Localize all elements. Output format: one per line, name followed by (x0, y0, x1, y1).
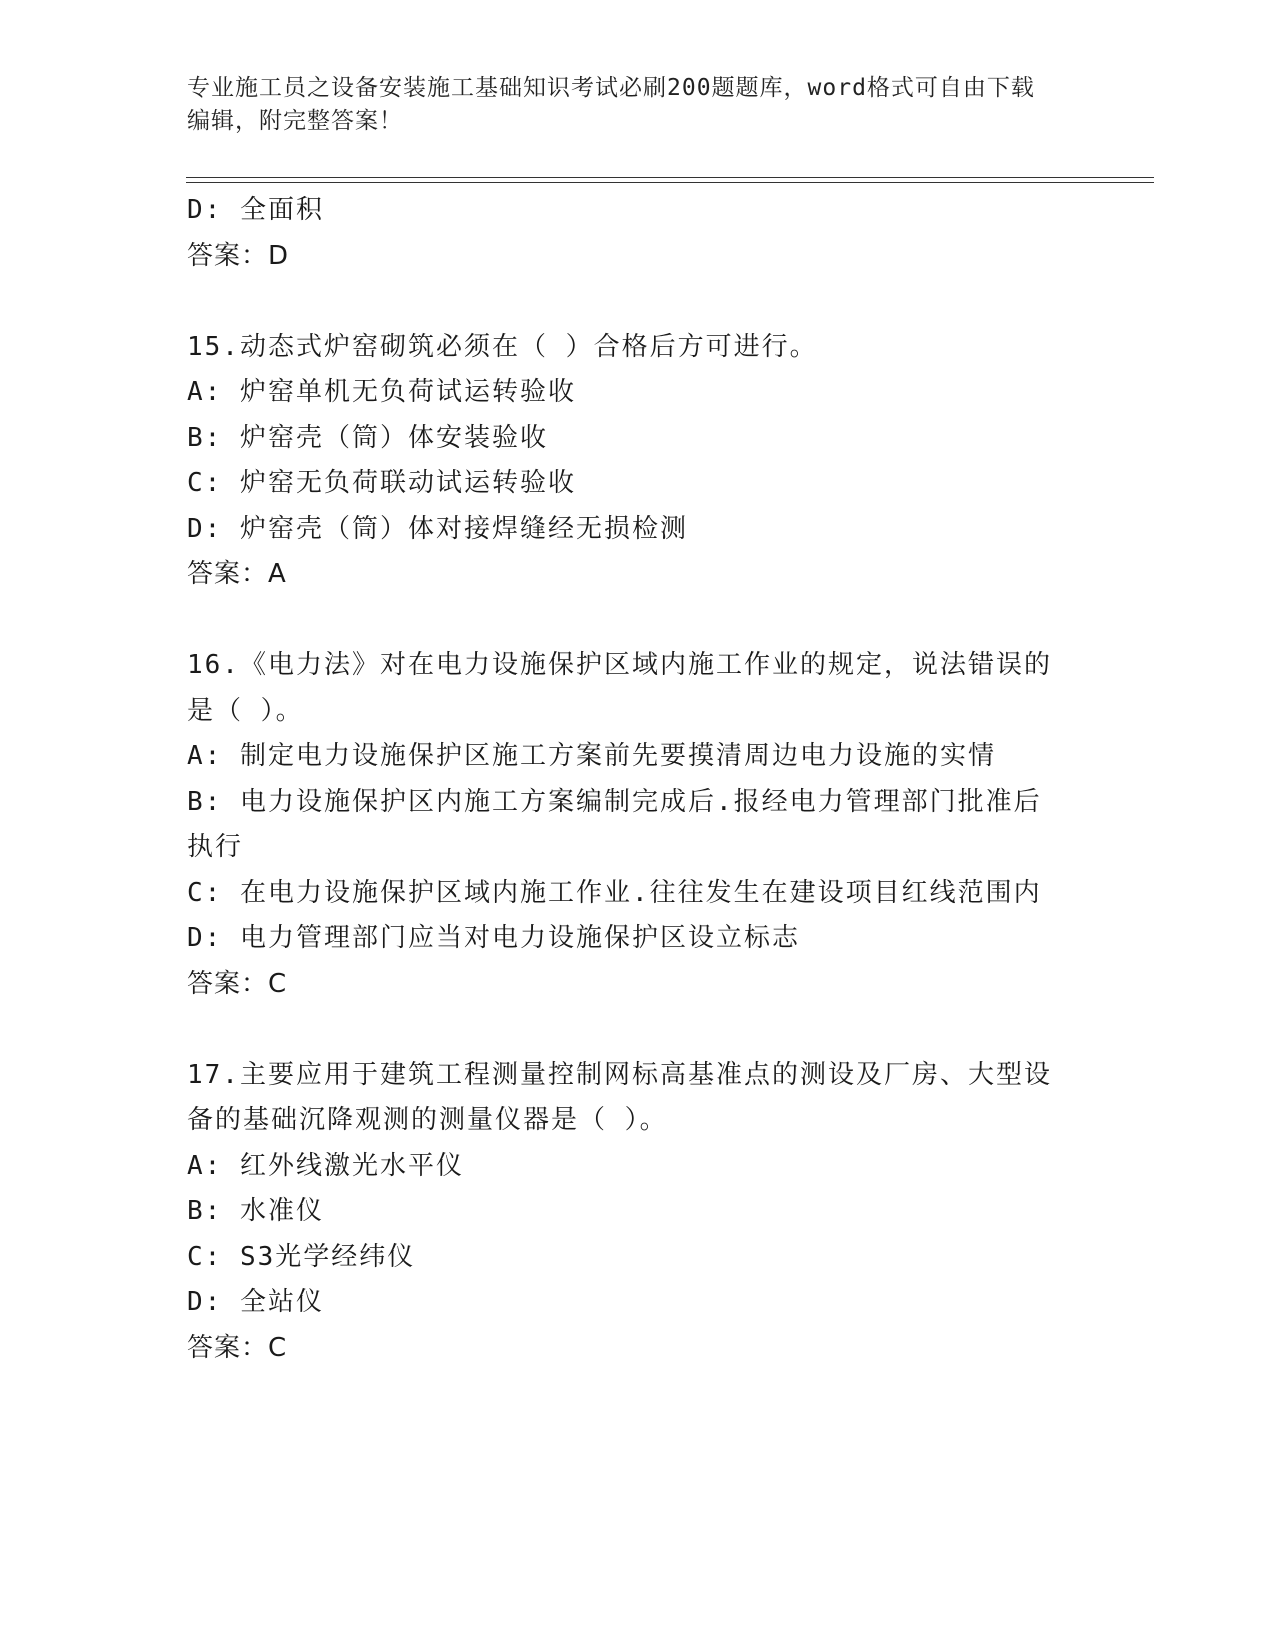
option-d: D: 全站仪 (187, 1287, 324, 1317)
header-line-1: 专业施工员之设备安装施工基础知识考试必刷200题题库，word格式可自由下载 (187, 75, 1035, 101)
option-a: A: 红外线激光水平仪 (187, 1150, 464, 1181)
option-a: A: 炉窑单机无负荷试运转验收 (187, 377, 576, 407)
option-d: D: 炉窑壳（筒）体对接焊缝经无损检测 (187, 513, 688, 544)
option-b: B: 水准仪 (187, 1196, 324, 1226)
question-stem-line-1: 17.主要应用于建筑工程测量控制网标高基准点的测设及厂房、大型设 (187, 1059, 1052, 1090)
question-stem-line-2: 备的基础沉降观测的测量仪器是（ ）。 (187, 1105, 668, 1135)
header-divider-top (186, 177, 1154, 178)
option-d: D: 电力管理部门应当对电力设施保护区设立标志 (187, 923, 800, 953)
spacer (187, 279, 1087, 325)
option-d: D: 全面积 (187, 195, 324, 225)
question-stem-line-1: 16.《电力法》对在电力设施保护区域内施工作业的规定，说法错误的 (187, 650, 1052, 680)
question-stem-line-2: 是（ ）。 (187, 695, 304, 726)
question-16 (187, 643, 1087, 1007)
spacer (187, 1007, 1087, 1053)
document-header (187, 72, 1087, 138)
option-b: B: 炉窑壳（筒）体安装验收 (187, 422, 548, 453)
question-14-tail (187, 188, 1087, 279)
document-body (187, 188, 1087, 1371)
answer: 答案：C (187, 968, 288, 999)
option-c: C: 炉窑无负荷联动试运转验收 (187, 468, 576, 498)
option-c: C: 在电力设施保护区域内施工作业.往往发生在建设项目红线范围内 (187, 877, 1042, 908)
answer: 答案：C (187, 1332, 288, 1363)
header-line-2: 编辑，附完整答案！ (187, 108, 403, 134)
header-divider-bottom (186, 182, 1154, 183)
question-17 (187, 1053, 1087, 1372)
option-b: B: 电力设施保护区内施工方案编制完成后.报经电力管理部门批准后 (187, 786, 1042, 817)
option-c: C: S3光学经纬仪 (187, 1241, 416, 1272)
question-15 (187, 325, 1087, 598)
option-a: A: 制定电力设施保护区施工方案前先要摸清周边电力设施的实情 (187, 741, 996, 771)
question-stem: 15.动态式炉窑砌筑必须在（ ）合格后方可进行。 (187, 331, 818, 362)
answer: 答案：D (187, 240, 290, 271)
spacer (187, 598, 1087, 644)
option-b-continuation: 执行 (187, 832, 244, 862)
answer: 答案：A (187, 559, 287, 589)
